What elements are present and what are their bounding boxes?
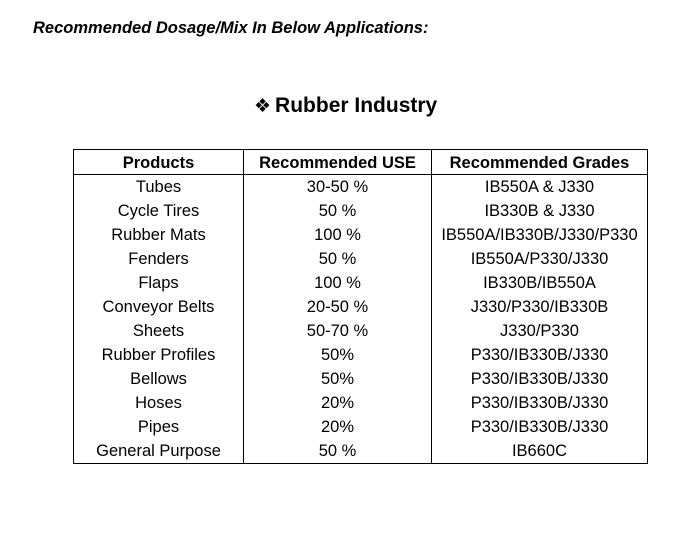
use-cell: 100 % xyxy=(244,271,432,295)
product-cell: Sheets xyxy=(74,319,244,343)
product-cell: Hoses xyxy=(74,391,244,415)
grades-cell: IB660C xyxy=(432,439,648,464)
product-cell: Tubes xyxy=(74,175,244,200)
document-heading: Recommended Dosage/Mix In Below Applications: xyxy=(33,19,429,37)
use-cell: 50 % xyxy=(244,247,432,271)
product-cell: Rubber Mats xyxy=(74,223,244,247)
table-row xyxy=(74,319,648,343)
use-cell: 20-50 % xyxy=(244,295,432,319)
grades-cell: P330/IB330B/J330 xyxy=(432,367,648,391)
table-header-row xyxy=(74,150,648,175)
grades-cell: P330/IB330B/J330 xyxy=(432,415,648,439)
product-cell: General Purpose xyxy=(74,439,244,464)
grades-cell: P330/IB330B/J330 xyxy=(432,343,648,367)
use-cell: 30-50 % xyxy=(244,175,432,200)
section-title-text: Rubber Industry xyxy=(275,94,438,117)
table-row xyxy=(74,271,648,295)
header-recommended-grades: Recommended Grades xyxy=(432,150,648,175)
product-cell: Flaps xyxy=(74,271,244,295)
use-cell: 50% xyxy=(244,343,432,367)
table-row xyxy=(74,175,648,200)
table-row xyxy=(74,223,648,247)
section-title xyxy=(254,94,437,118)
product-cell: Bellows xyxy=(74,367,244,391)
grades-cell: IB550A/P330/J330 xyxy=(432,247,648,271)
use-cell: 20% xyxy=(244,391,432,415)
table-row xyxy=(74,295,648,319)
use-cell: 50% xyxy=(244,367,432,391)
use-cell: 50 % xyxy=(244,199,432,223)
grades-cell: IB330B & J330 xyxy=(432,199,648,223)
use-cell: 20% xyxy=(244,415,432,439)
table-row xyxy=(74,247,648,271)
table-row xyxy=(74,367,648,391)
grades-cell: IB330B/IB550A xyxy=(432,271,648,295)
product-cell: Conveyor Belts xyxy=(74,295,244,319)
product-cell: Pipes xyxy=(74,415,244,439)
table-row xyxy=(74,391,648,415)
table-row xyxy=(74,199,648,223)
grades-cell: J330/P330/IB330B xyxy=(432,295,648,319)
table-row xyxy=(74,343,648,367)
header-recommended-use: Recommended USE xyxy=(244,150,432,175)
product-cell: Cycle Tires xyxy=(74,199,244,223)
product-cell: Rubber Profiles xyxy=(74,343,244,367)
grades-cell: J330/P330 xyxy=(432,319,648,343)
grades-cell: IB550A/IB330B/J330/P330 xyxy=(432,223,648,247)
use-cell: 50 % xyxy=(244,439,432,464)
grades-cell: P330/IB330B/J330 xyxy=(432,391,648,415)
dosage-table xyxy=(73,149,648,464)
use-cell: 50-70 % xyxy=(244,319,432,343)
table-row xyxy=(74,439,648,464)
diamond-bullet-icon: ❖ xyxy=(254,95,272,117)
table-row xyxy=(74,415,648,439)
header-products: Products xyxy=(74,150,244,175)
use-cell: 100 % xyxy=(244,223,432,247)
product-cell: Fenders xyxy=(74,247,244,271)
grades-cell: IB550A & J330 xyxy=(432,175,648,200)
